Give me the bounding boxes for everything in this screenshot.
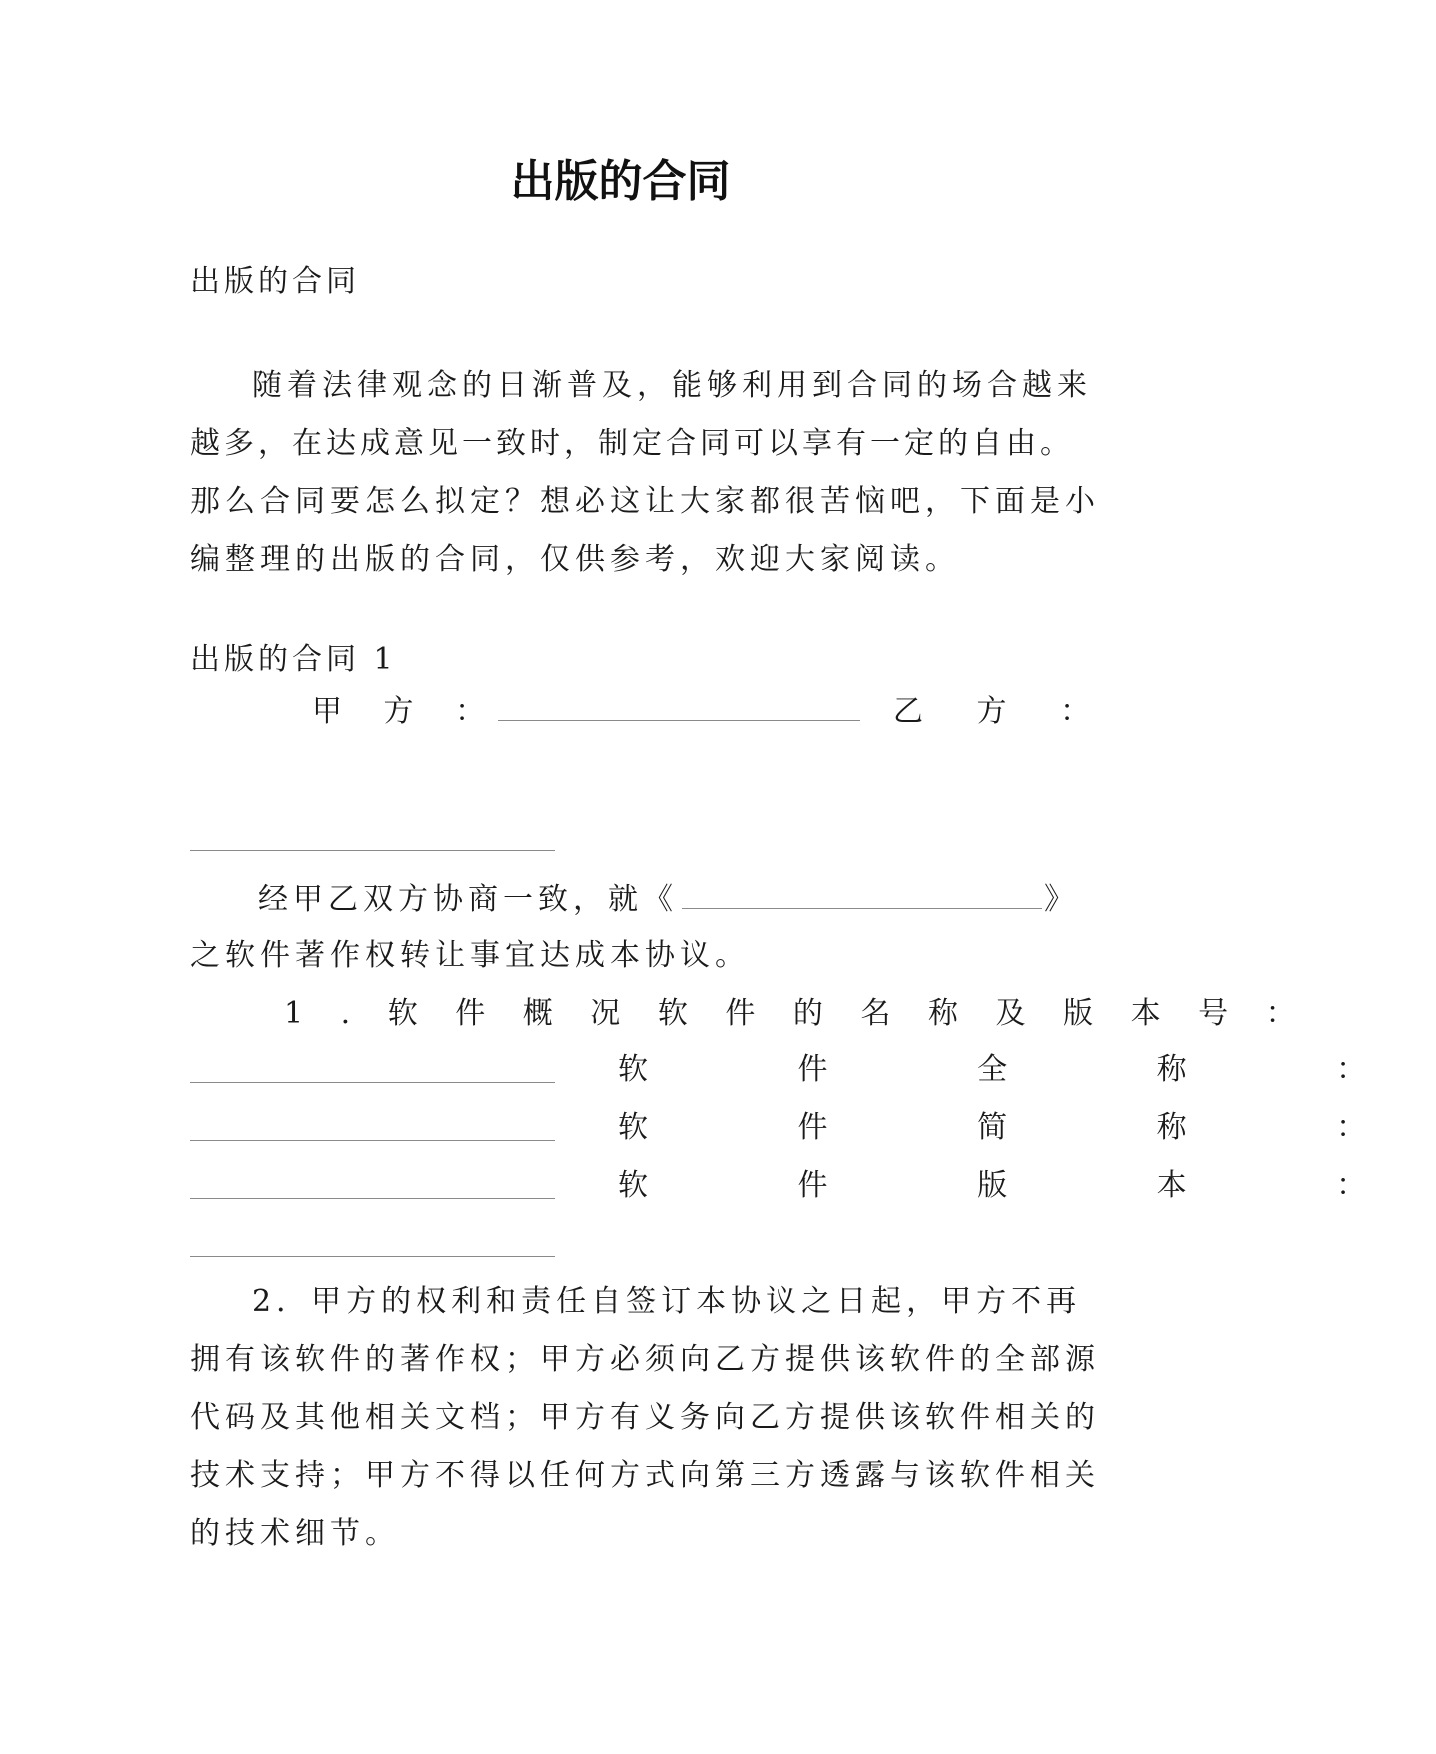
agree-line-2: 之软件著作权转让事宜达成本协议。 <box>190 938 750 973</box>
item-2-line-4: 技术支持；甲方不得以任何方式向第三方透露与该软件相关 <box>190 1458 1100 1493</box>
agree-prefix: 经甲乙双方协商一致，就《 <box>258 882 678 917</box>
item-2-line-5: 的技术细节。 <box>190 1516 400 1551</box>
item-2-line-1: 2．甲方的权利和责任自签订本协议之日起，甲方不再 <box>252 1284 1082 1319</box>
party-a-blank <box>498 694 860 721</box>
party-b-label: 乙 方 ： <box>893 694 1113 729</box>
item-2-line-2: 拥有该软件的著作权；甲方必须向乙方提供该软件的全部源 <box>190 1342 1100 1377</box>
software-full-name-label: 软 件 全 称 ： <box>618 1052 1436 1087</box>
software-name-blank <box>682 882 1042 909</box>
contract1-heading: 出版的合同 1 <box>190 642 397 677</box>
software-version-blank <box>190 1256 555 1257</box>
party-a-label: 甲 方 ： <box>312 694 502 729</box>
intro-line-4: 编整理的出版的合同，仅供参考，欢迎大家阅读。 <box>190 542 960 577</box>
agree-suffix: 》 <box>1044 882 1078 917</box>
intro-line-2: 越多，在达成意见一致时，制定合同可以享有一定的自由。 <box>190 426 1074 461</box>
software-version-label: 软 件 版 本 ： <box>618 1168 1436 1203</box>
party-b-blank <box>190 850 555 851</box>
item1-blank <box>190 1082 555 1083</box>
software-full-name-blank <box>190 1140 555 1141</box>
software-short-name-blank <box>190 1198 555 1199</box>
document-subtitle: 出版的合同 <box>190 264 360 299</box>
item-2-line-3: 代码及其他相关文档；甲方有义务向乙方提供该软件相关的 <box>190 1400 1100 1435</box>
intro-line-3: 那么合同要怎么拟定？想必这让大家都很苦恼吧，下面是小 <box>190 484 1100 519</box>
software-short-name-label: 软 件 简 称 ： <box>618 1110 1436 1145</box>
item-1-heading: 1 . 软 件 概 况 软 件 的 名 称 及 版 本 号 ： <box>284 996 1310 1031</box>
document-title: 出版的合同 <box>510 156 731 207</box>
intro-line-1: 随着法律观念的日渐普及，能够利用到合同的场合越来 <box>252 368 1092 403</box>
